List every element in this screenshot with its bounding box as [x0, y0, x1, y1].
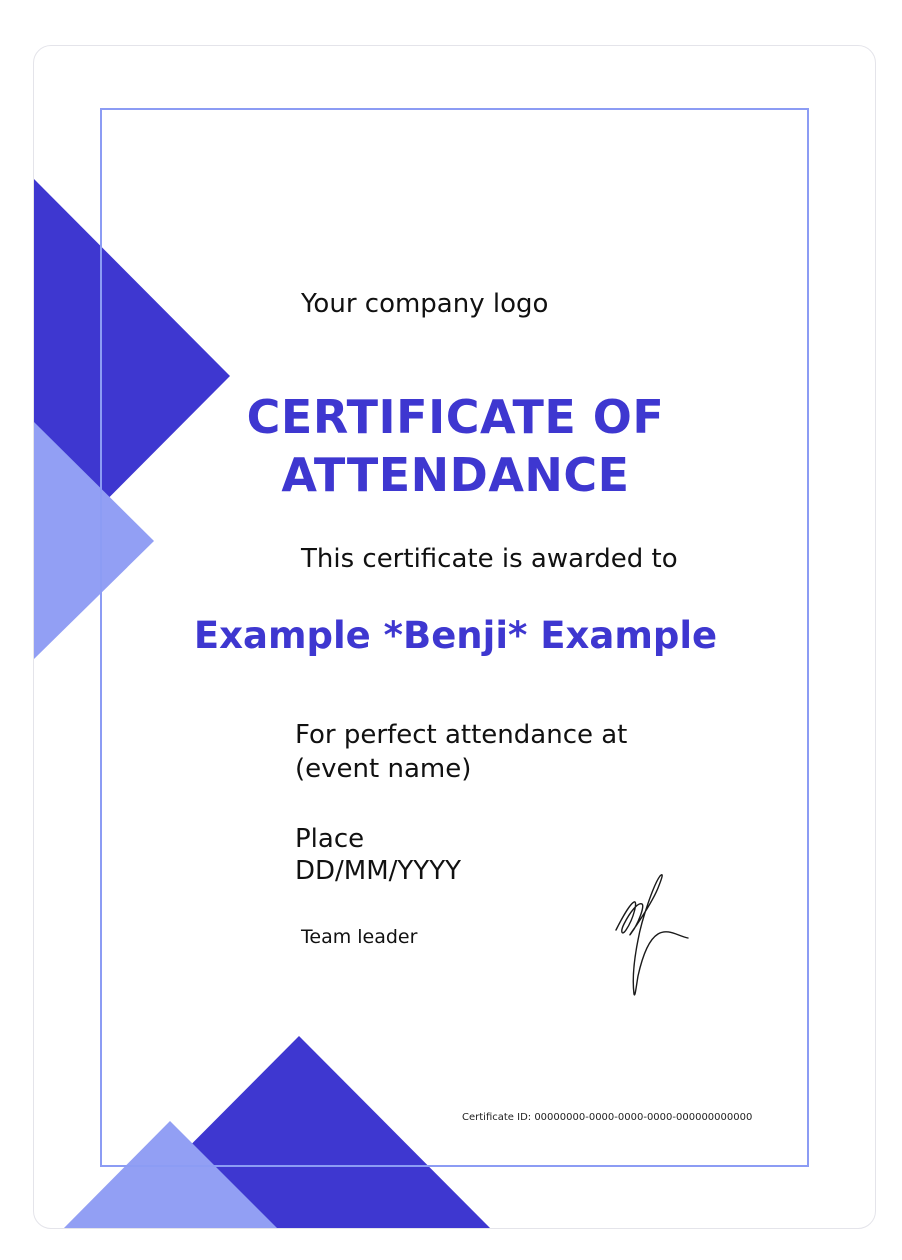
recipient-name: Example *Benji* Example — [193, 614, 718, 657]
title-line-1: CERTIFICATE OF — [246, 390, 665, 444]
attendance-reason — [295, 718, 627, 786]
certificate-card — [33, 45, 876, 1229]
awarded-text: This certificate is awarded to — [301, 544, 678, 574]
signer-role: Team leader — [301, 926, 418, 948]
certificate-title — [34, 388, 876, 504]
signature-icon — [612, 868, 692, 998]
title-line-2: ATTENDANCE — [281, 448, 630, 502]
date-text: DD/MM/YYYY — [295, 856, 461, 886]
reason-line-1: For perfect attendance at — [295, 720, 628, 750]
place-and-date — [295, 823, 461, 887]
certificate-id: Certificate ID: 00000000-0000-0000-0000-000000000000 — [462, 1112, 753, 1123]
place-text: Place — [295, 824, 365, 854]
reason-line-2: (event name) — [295, 754, 472, 784]
company-logo-placeholder: Your company logo — [301, 289, 549, 319]
